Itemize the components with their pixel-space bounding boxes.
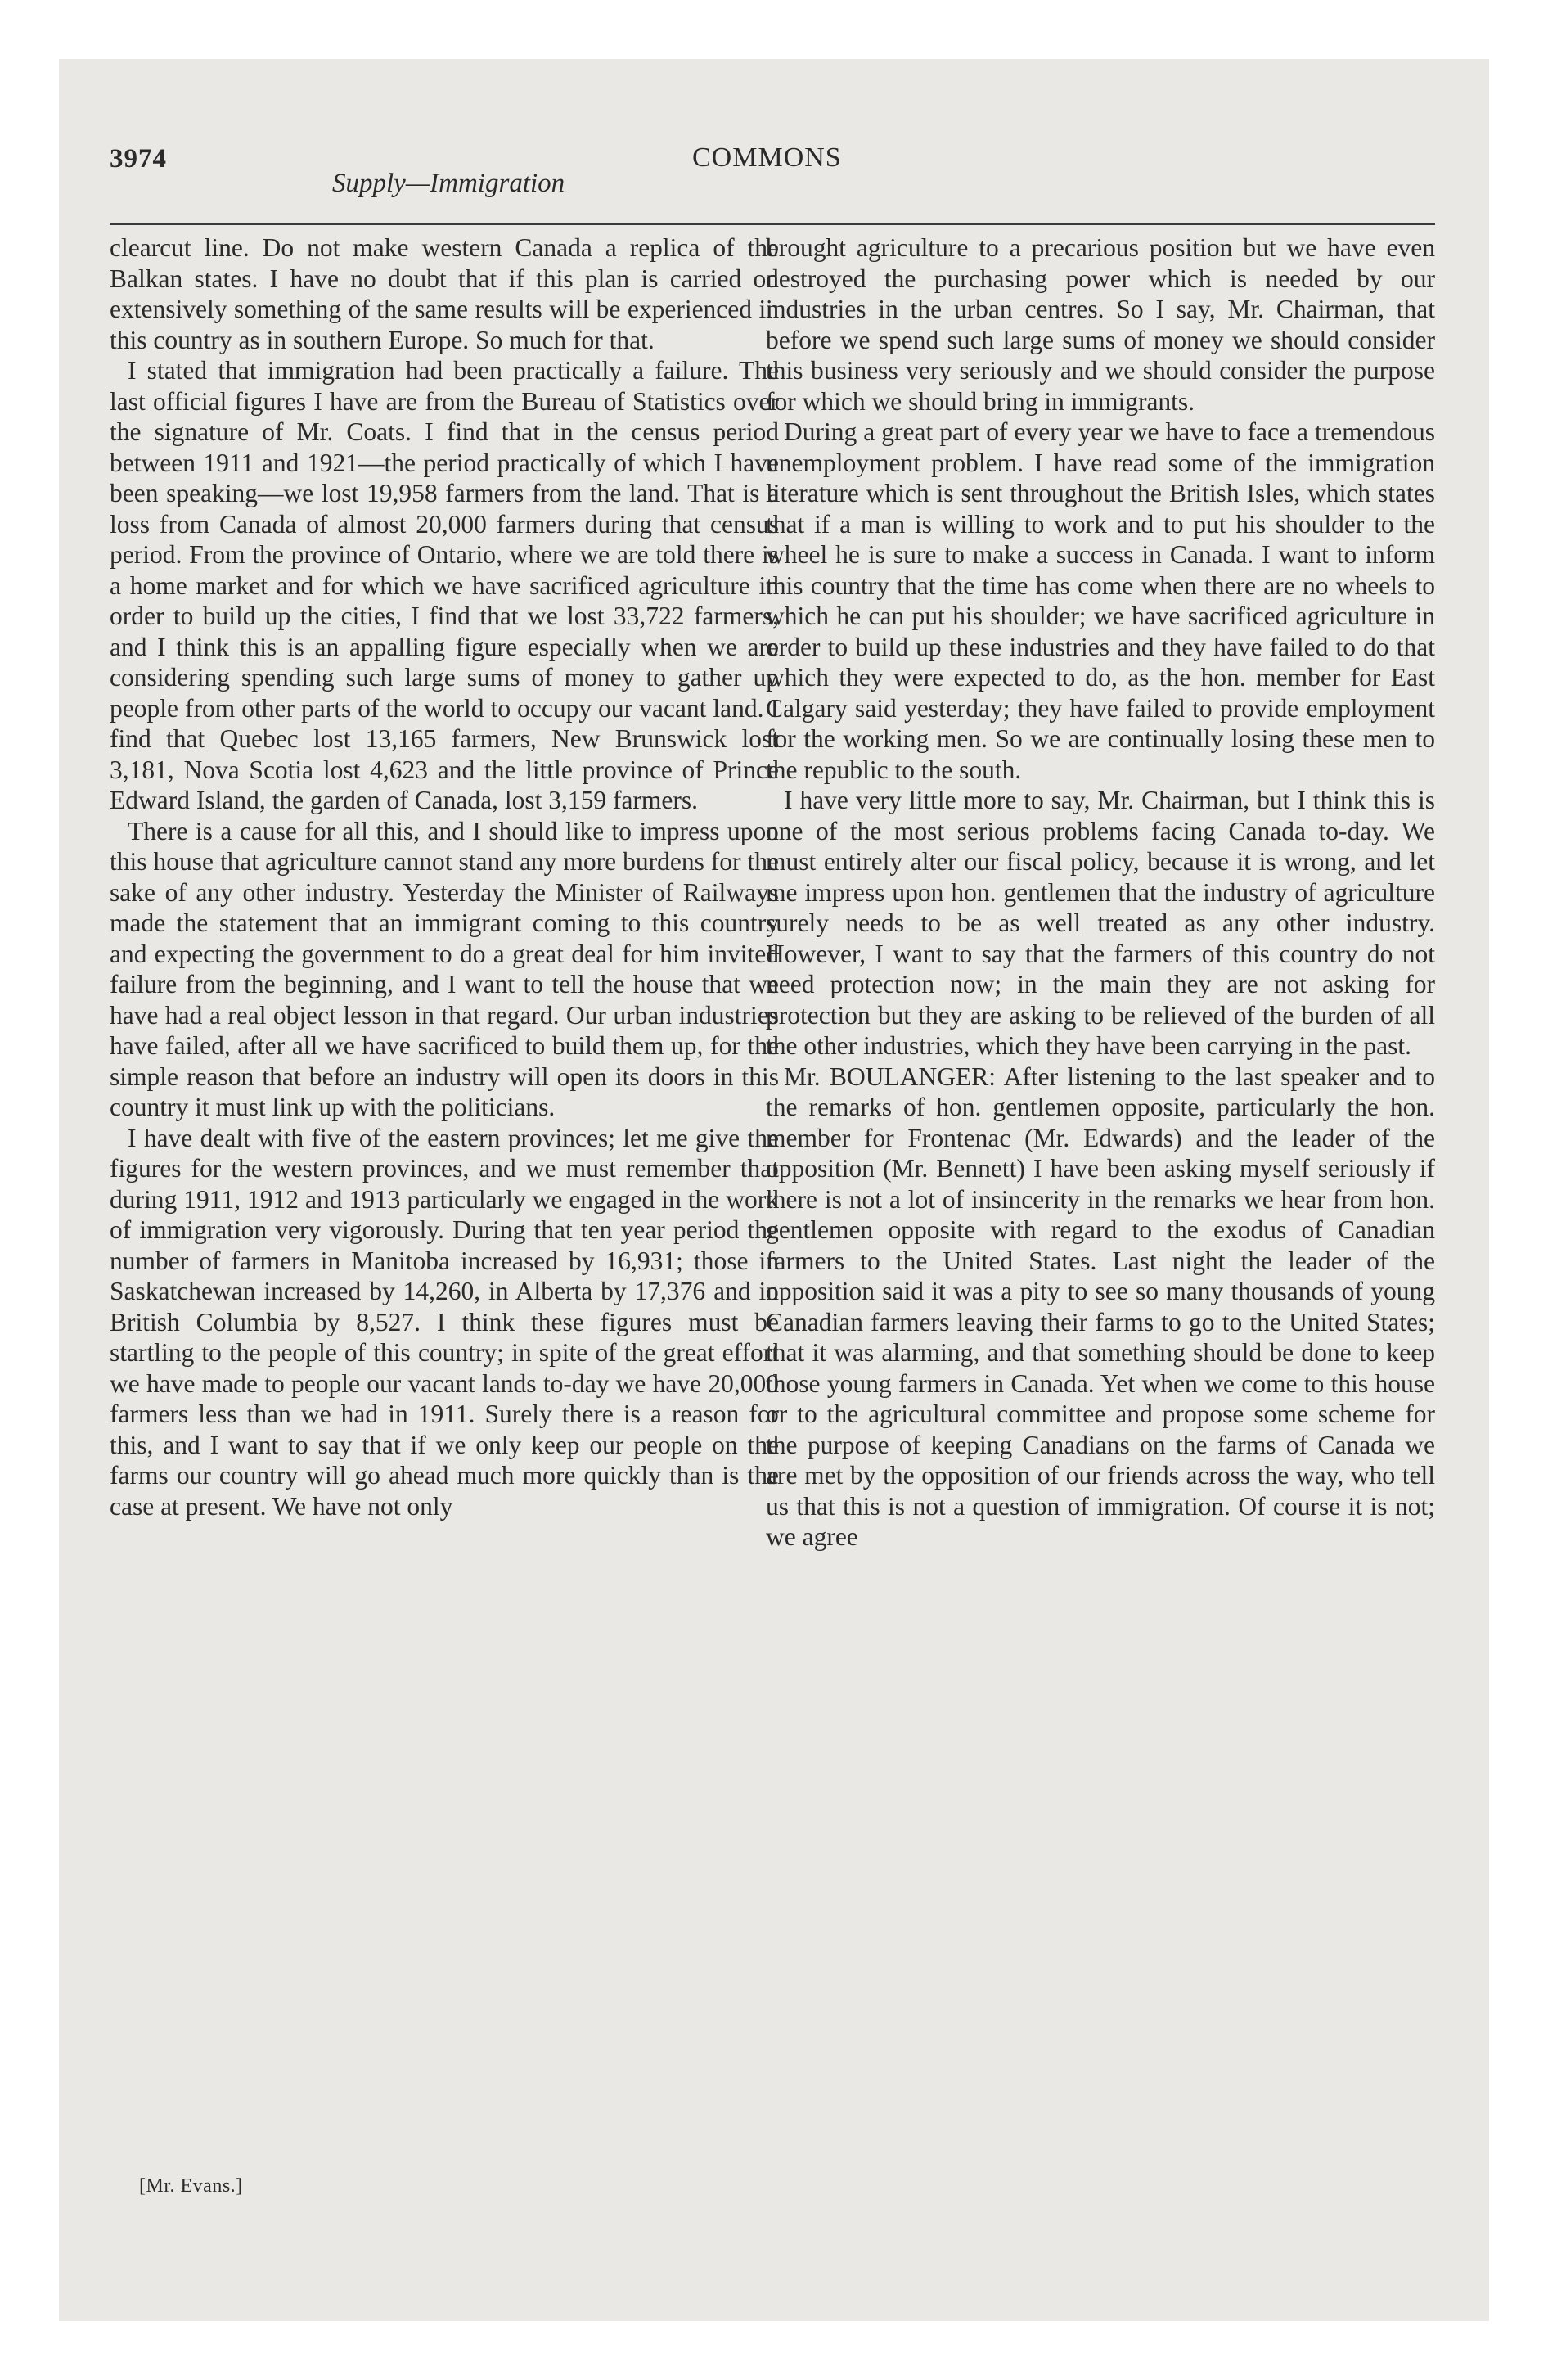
left-column [110,232,779,1521]
paragraph: I have dealt with five of the eastern provinces; let me give the figures for the western provinces, and we must remember that during 1911, 1912 and 1913 particularly we engaged in the work of immigration very vigorously. During that ten year period the number of farmers in Manitoba increased by 16,931; those in Saskatchewan increased by 14,260, in Alberta by 17,376 and in British Columbia by 8,527. I think these figures must be startling to the people of this country; in spite of the great effort we have made to people our vacant lands to-day we have 20,000 farmers less than we had in 1911. Surely there is a reason for this, and I want to say that if we only keep our people on the farms our country will go ahead much more quickly than is the case at present. We have not only [110,1123,779,1521]
paragraph: clearcut line. Do not make western Canada a replica of the Balkan states. I have no doubt that if this plan is carried on extensively something of the same results will be experienced in this country as in southern Europe. So much for that. [110,233,779,354]
running-head: Supply—Immigration [332,169,565,198]
section-title: COMMONS [692,142,842,173]
paragraph: During a great part of every year we have to face a tremendous unemployment problem. I have read some of the immigration literature which is sent throughout the British Isles, which states that if a man is willing to work and to put his shoulder to the wheel he is sure to make a success in Canada. I want to inform this country that the time has come when there are no wheels to which he can put his shoulder; we have sacrificed agriculture in order to build up these industries and they have failed to do that which they were expected to do, as the hon. member for East Calgary said yesterday; they have failed to provide employment for the working men. So we are continually losing these men to the republic to the south. [766,417,1435,784]
paragraph: I stated that immigration had been practically a failure. The last official figures I have are from the Bureau of Statistics over the signature of Mr. Coats. I find that in the census period between 1911 and 1921—the period practically of which I have been speaking—we lost 19,958 farmers from the land. That is a loss from Canada of almost 20,000 farmers during that census period. From the province of Ontario, where we are told there is a home market and for which we have sacrificed agriculture in order to build up the cities, I find that we lost 33,722 farmers, and I think this is an appalling figure especially when we are considering spending such large sums of money to gather up people from other parts of the world to occupy our vacant land. I find that Quebec lost 13,165 farmers, New Brunswick lost 3,181, Nova Scotia lost 4,623 and the little province of Prince Edward Island, the garden of Canada, lost 3,159 farmers. [110,356,779,814]
header-rule [110,223,1435,225]
page-number: 3974 [110,144,167,174]
speaker-attribution: [Mr. Evans.] [139,2175,243,2197]
right-column [766,232,1435,1553]
paragraph: Mr. BOULANGER: After listening to the last speaker and to the remarks of hon. gentlemen opposite, particularly the hon. member for Frontenac (Mr. Edwards) and the leader of the opposition (Mr. Bennett) I have been asking myself seriously if there is not a lot of insincerity in the remarks we hear from hon. gentlemen opposite with regard to the exodus of Canadian farmers to the United States. Last night the leader of the opposition said it was a pity to see so many thousands of young Canadian farmers leaving their farms to go to the United States; that it was alarming, and that something should be done to keep those young farmers in Canada. Yet when we come to this house or to the agricultural committee and propose some scheme for the purpose of keeping Canadians on the farms of Canada we are met by the opposition of our friends across the way, who tell us that this is not a question of immigration. Of course it is not; we agree [766,1062,1435,1551]
paragraph: There is a cause for all this, and I should like to impress upon this house that agriculture cannot stand any more burdens for the sake of any other industry. Yesterday the Minister of Railways made the statement that an immigrant coming to this country and expecting the government to do a great deal for him invited failure from the beginning, and I want to tell the house that we have had a real object lesson in that regard. Our urban industries have failed, after all we have sacrificed to build them up, for the simple reason that before an industry will open its doors in this country it must link up with the politicians. [110,816,779,1121]
paragraph: brought agriculture to a precarious position but we have even destroyed the purchasing power which is needed by our industries in the urban centres. So I say, Mr. Chairman, that before we spend such large sums of money we should consider this business very seriously and we should consider the purpose for which we should bring in immigrants. [766,233,1435,416]
paragraph: I have very little more to say, Mr. Chairman, but I think this is one of the most serious problems facing Canada to-day. We must entirely alter our fiscal policy, because it is wrong, and let me impress upon hon. gentlemen that the industry of agriculture surely needs to be as well treated as any other industry. However, I want to say that the farmers of this country do not need protection now; in the main they are not asking for protection but they are asking to be relieved of the burden of all the other industries, which they have been carrying in the past. [766,786,1435,1060]
